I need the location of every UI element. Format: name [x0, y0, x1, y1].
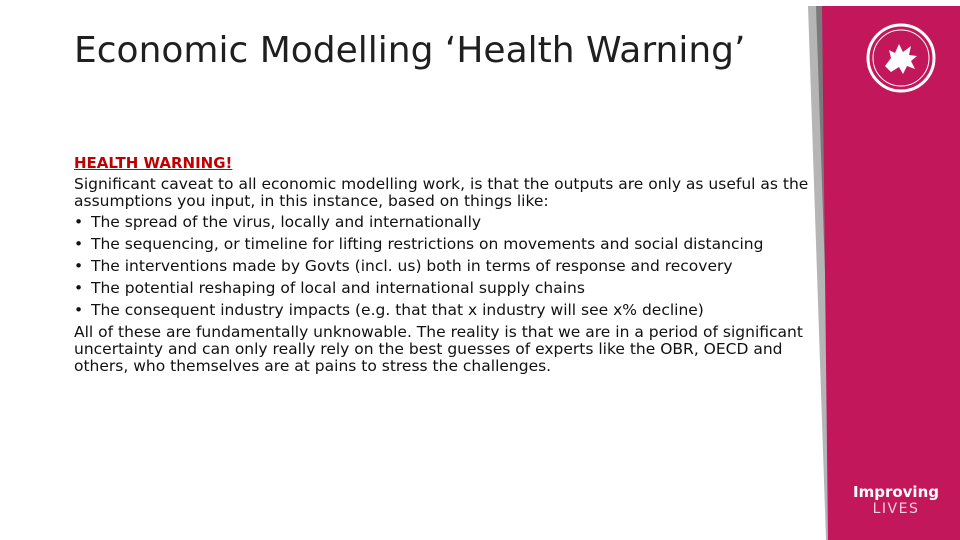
slide-title: Economic Modelling ‘Health Warning’ [74, 30, 746, 71]
bullet-item [74, 302, 814, 319]
bullet-text: The spread of the virus, locally and internationally [91, 213, 482, 231]
dragon-emblem-icon [865, 22, 937, 94]
bullet-text: The potential reshaping of local and international supply chains [91, 279, 585, 297]
brand-line-lives: LIVES [872, 501, 920, 517]
bullet-text: The interventions made by Govts (incl. us) both in terms of response and recovery [91, 257, 733, 275]
bullet-marker: • [74, 279, 84, 297]
closing-paragraph: All of these are fundamentally unknowable. The reality is that we are in a period of significant uncertainty and can only really rely on the best guesses of experts like the OBR, OECD and others, who themselves are at pains to stress the challenges. [74, 323, 803, 375]
bullet-marker: • [74, 235, 84, 253]
bullet-text: The sequencing, or timeline for lifting restrictions on movements and social distancing [91, 235, 764, 253]
slide-body [74, 155, 814, 375]
bullet-item [74, 258, 814, 275]
warning-heading: HEALTH WARNING! [74, 154, 233, 172]
bullet-list [74, 214, 814, 319]
bullet-marker: • [74, 301, 84, 319]
brand-wordmark [848, 484, 944, 518]
bullet-marker: • [74, 257, 84, 275]
bullet-item [74, 280, 814, 297]
brand-line-improving: Improving [853, 483, 939, 501]
intro-paragraph: Significant caveat to all economic modelling work, is that the outputs are only as useful as the assumptions you input, in this instance, based on things like: [74, 175, 809, 210]
bullet-item [74, 214, 814, 231]
bullet-marker: • [74, 213, 84, 231]
bullet-item [74, 236, 814, 253]
bullet-text: The consequent industry impacts (e.g. that that x industry will see x% decline) [91, 301, 704, 319]
